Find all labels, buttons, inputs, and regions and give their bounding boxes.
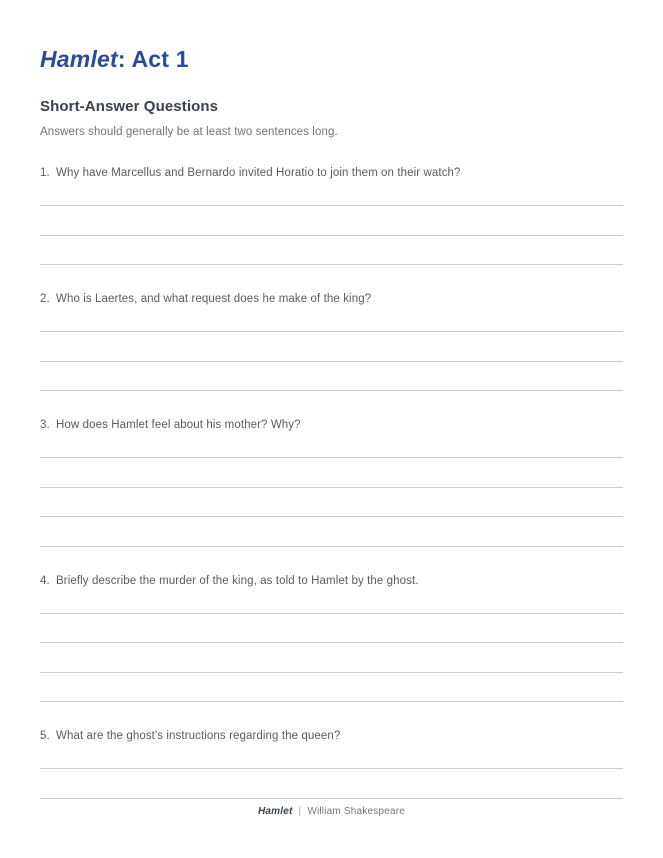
instructions-text: Answers should generally be at least two sentences long. xyxy=(40,126,338,138)
answer-line xyxy=(40,362,623,392)
question-body: Briefly describe the murder of the king, as told to Hamlet by the ghost. xyxy=(56,574,419,587)
answer-lines xyxy=(40,588,623,703)
question-text xyxy=(40,575,623,588)
question-text xyxy=(40,293,623,306)
answer-line xyxy=(40,306,623,332)
question-number: 5. xyxy=(40,730,50,742)
footer-author: William Shakespeare xyxy=(307,806,406,817)
question-text xyxy=(40,730,623,743)
question-text xyxy=(40,167,623,180)
answer-line xyxy=(40,458,623,488)
question-number: 4. xyxy=(40,574,50,587)
question-body: Why have Marcellus and Bernardo invited Horatio to join them on their watch? xyxy=(56,167,461,179)
question-body: How does Hamlet feel about his mother? Why? xyxy=(56,419,301,431)
answer-line xyxy=(40,488,623,518)
section-heading: Short-Answer Questions xyxy=(40,98,219,115)
question-text xyxy=(40,419,623,432)
answer-lines xyxy=(40,743,623,799)
answer-line xyxy=(40,614,623,644)
answer-line xyxy=(40,643,623,673)
footer-book-title: Hamlet xyxy=(257,806,293,817)
answer-lines xyxy=(40,180,623,265)
answer-line xyxy=(40,588,623,614)
page-footer xyxy=(0,806,663,818)
question-body: Who is Laertes, and what request does he make of the king? xyxy=(56,293,372,305)
page-title-rest: : Act 1 xyxy=(117,46,189,72)
question-number: 2. xyxy=(40,293,50,305)
question-block-2 xyxy=(40,293,623,391)
question-number: 1. xyxy=(40,167,50,179)
answer-line xyxy=(40,236,623,266)
page-title xyxy=(40,46,623,72)
answer-line xyxy=(40,673,623,703)
footer-separator: | xyxy=(298,806,302,817)
answer-lines xyxy=(40,306,623,391)
answer-line xyxy=(40,206,623,236)
question-block-3 xyxy=(40,419,623,547)
answer-line xyxy=(40,769,623,799)
question-block-5 xyxy=(40,730,623,799)
answer-line xyxy=(40,180,623,206)
answer-line xyxy=(40,743,623,769)
question-number: 3. xyxy=(40,419,50,431)
answer-line xyxy=(40,332,623,362)
question-block-4 xyxy=(40,575,623,703)
question-block-1 xyxy=(40,167,623,265)
answer-line xyxy=(40,517,623,547)
answer-lines xyxy=(40,432,623,547)
page-title-book: Hamlet xyxy=(40,46,118,72)
question-body: What are the ghost's instructions regarding the queen? xyxy=(56,730,341,742)
answer-line xyxy=(40,432,623,458)
